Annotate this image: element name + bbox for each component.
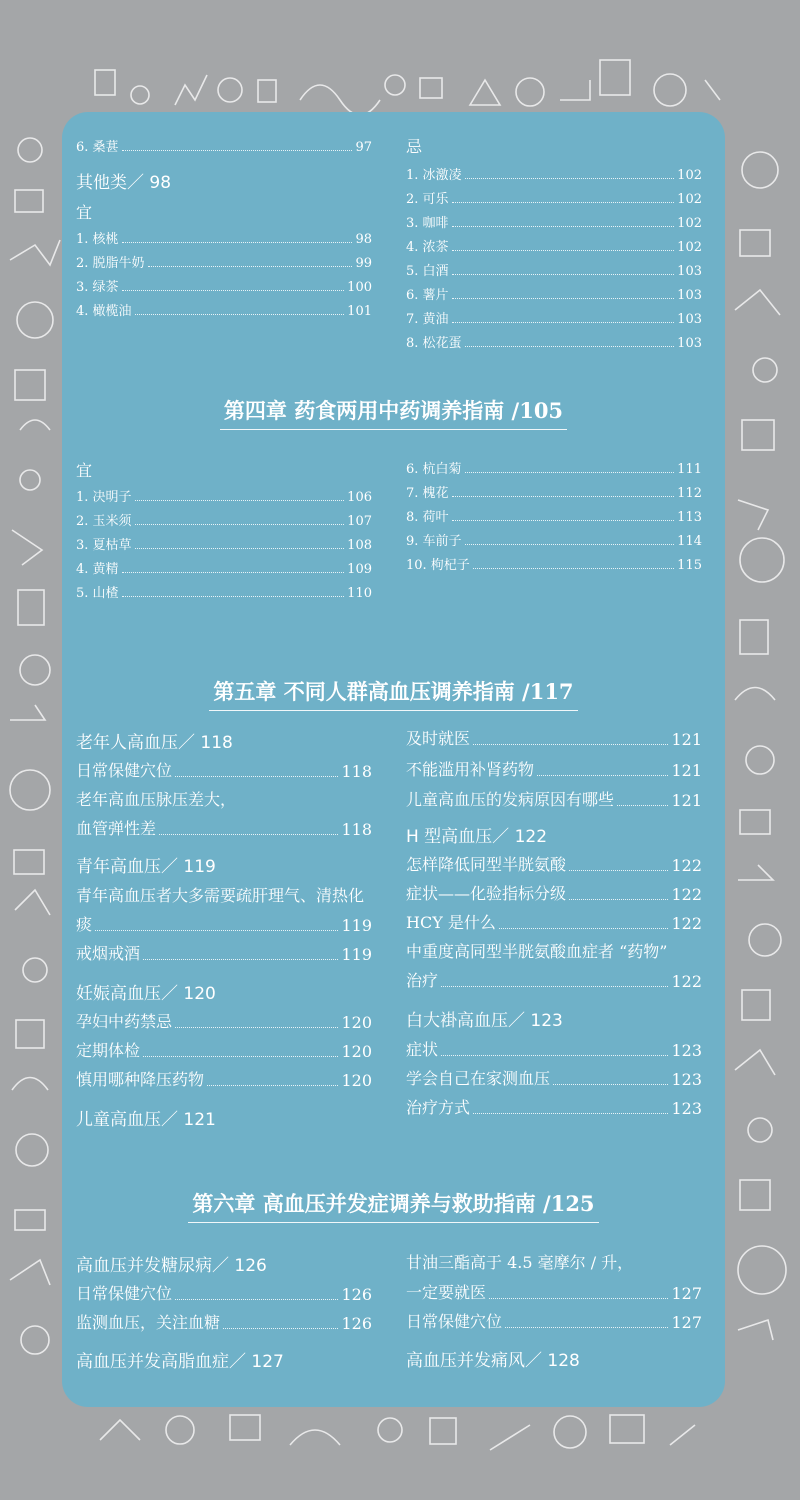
page-number: 123 <box>671 1070 702 1089</box>
toc-entry[interactable] <box>406 332 702 351</box>
dot-leader <box>441 986 668 987</box>
entry-label: 症状 <box>406 1040 439 1059</box>
page-number: 103 <box>677 288 702 303</box>
entry-label: 不能滥用补肾药物 <box>406 760 535 779</box>
dot-leader <box>473 744 668 745</box>
toc-entry[interactable] <box>406 787 702 810</box>
toc-entry[interactable] <box>406 726 702 749</box>
toc-entry[interactable] <box>406 1280 702 1303</box>
entry-label: 怎样降低同型半胱氨酸 <box>406 855 567 874</box>
entry-label: 6. 桑葚 <box>76 140 119 155</box>
page-number: 100 <box>347 280 372 295</box>
page-number: 122 <box>671 972 702 991</box>
dot-leader <box>452 496 675 497</box>
dot-leader <box>465 346 675 347</box>
category-heading[interactable]: H 型高血压／ 122 <box>406 827 548 847</box>
page-number: 127 <box>671 1313 702 1332</box>
toc-entry[interactable] <box>406 1037 702 1060</box>
dot-leader <box>135 524 345 525</box>
page-number: 126 <box>341 1285 372 1304</box>
entry-label: 2. 玉米须 <box>76 514 132 529</box>
page-number: 113 <box>677 510 702 525</box>
dot-leader <box>223 1328 338 1329</box>
toc-entry[interactable] <box>406 881 702 904</box>
dot-leader <box>175 1299 338 1300</box>
entry-label: 痰 <box>76 915 93 934</box>
entry-label: 定期体检 <box>76 1041 141 1060</box>
page-number: 120 <box>341 1071 372 1090</box>
dot-leader <box>537 775 668 776</box>
category-heading[interactable]: 白大褂高血压／ 123 <box>406 1011 563 1031</box>
toc-entry[interactable] <box>76 486 372 505</box>
dot-leader <box>465 472 675 473</box>
entry-label: 学会自己在家测血压 <box>406 1069 551 1088</box>
page-number: 102 <box>677 240 702 255</box>
page-number: 98 <box>355 232 372 247</box>
page-number: 111 <box>677 462 702 477</box>
entry-label: 1. 冰激凌 <box>406 168 462 183</box>
dot-leader <box>452 250 675 251</box>
entry-label: 7. 黄油 <box>406 312 449 327</box>
toc-entry[interactable] <box>76 228 372 247</box>
entry-label: 1. 决明子 <box>76 490 132 505</box>
page-number: 123 <box>671 1099 702 1118</box>
chapter-5-title[interactable] <box>62 676 725 711</box>
page-number: 114 <box>677 534 702 549</box>
toc-entry[interactable] <box>406 212 702 231</box>
entry-label: 4. 浓茶 <box>406 240 449 255</box>
entry-label: 3. 咖啡 <box>406 216 449 231</box>
dot-leader <box>465 544 675 545</box>
dot-leader <box>143 959 338 960</box>
toc-entry[interactable] <box>406 188 702 207</box>
toc-entry[interactable] <box>406 554 702 573</box>
toc-entry[interactable] <box>76 941 372 964</box>
entry-label: 及时就医 <box>406 729 471 748</box>
dot-leader <box>122 572 345 573</box>
dot-leader <box>143 1056 338 1057</box>
toc-entry[interactable] <box>76 1281 372 1304</box>
page-number: 118 <box>341 820 372 839</box>
page-number: 118 <box>341 762 372 781</box>
dot-leader <box>135 548 345 549</box>
yi-label: 宜 <box>76 461 93 480</box>
dot-leader <box>489 1298 668 1299</box>
dot-leader <box>122 242 353 243</box>
entry-label: HCY 是什么 <box>406 913 496 932</box>
toc-entry[interactable] <box>406 458 702 477</box>
dot-leader <box>617 805 668 806</box>
entry-label: 日常保健穴位 <box>76 1284 173 1303</box>
dot-leader <box>505 1327 668 1328</box>
page-number: 122 <box>671 885 702 904</box>
page-number: 119 <box>341 916 372 935</box>
entry-label: 治疗 <box>406 971 439 990</box>
dot-leader <box>175 1027 338 1028</box>
entry-label: 5. 山楂 <box>76 586 119 601</box>
page-number: 121 <box>671 730 702 749</box>
page-number: 102 <box>677 168 702 183</box>
dot-leader <box>452 322 675 323</box>
dot-leader <box>95 930 338 931</box>
dot-leader <box>175 776 338 777</box>
chapter-title-text: 第四章 药食两用中药调养指南 /105 <box>220 395 567 430</box>
entry-first-line[interactable]: 甘油三酯高于 4.5 毫摩尔 / 升， <box>406 1253 634 1272</box>
dot-leader <box>148 266 353 267</box>
page-number: 120 <box>341 1042 372 1061</box>
entry-first-line[interactable]: 青年高血压者大多需要疏肝理气、清热化 <box>76 886 365 905</box>
page-number: 127 <box>671 1284 702 1303</box>
toc-entry[interactable] <box>76 300 372 319</box>
entry-label: 一定要就医 <box>406 1283 487 1302</box>
toc-entry[interactable] <box>406 530 702 549</box>
toc-entry[interactable] <box>76 1009 372 1032</box>
dot-leader <box>569 899 668 900</box>
toc-entry[interactable] <box>76 816 372 839</box>
page-number: 102 <box>677 216 702 231</box>
page-number: 103 <box>677 312 702 327</box>
toc-entry[interactable] <box>76 276 372 295</box>
entry-first-line[interactable]: 老年高血压脉压差大， <box>76 790 237 809</box>
dot-leader <box>135 314 345 315</box>
dot-leader <box>452 520 675 521</box>
toc-entry[interactable] <box>406 308 702 327</box>
entry-label: 6. 杭白菊 <box>406 462 462 477</box>
dot-leader <box>122 290 345 291</box>
category-heading[interactable]: 妊娠高血压／ 120 <box>76 984 216 1004</box>
toc-entry[interactable] <box>406 1309 702 1332</box>
entry-label: 儿童高血压的发病原因有哪些 <box>406 790 615 809</box>
dot-leader <box>122 596 345 597</box>
category-heading[interactable]: 儿童高血压／ 121 <box>76 1110 216 1130</box>
toc-entry[interactable] <box>406 757 702 780</box>
chapter-6-title[interactable] <box>62 1188 725 1223</box>
dot-leader <box>499 928 669 929</box>
page-number: 121 <box>671 791 702 810</box>
toc-entry[interactable] <box>76 534 372 553</box>
toc-entry[interactable] <box>406 852 702 875</box>
toc-entry[interactable] <box>406 910 702 933</box>
page-number: 99 <box>355 256 372 271</box>
entry-label: 血管弹性差 <box>76 819 157 838</box>
page-number: 102 <box>677 192 702 207</box>
page-number: 122 <box>671 856 702 875</box>
page-number: 101 <box>347 304 372 319</box>
chapter-title-text: 第六章 高血压并发症调养与救助指南 /125 <box>188 1188 598 1223</box>
page-number: 122 <box>671 914 702 933</box>
dot-leader <box>207 1085 338 1086</box>
dot-leader <box>441 1055 668 1056</box>
page-number: 103 <box>677 264 702 279</box>
category-heading[interactable]: 高血压并发高脂血症／ 127 <box>76 1352 284 1372</box>
entry-label: 2. 可乐 <box>406 192 449 207</box>
entry-label: 监测血压，关注血糖 <box>76 1313 221 1332</box>
table-of-contents-panel <box>62 112 725 1407</box>
category-heading[interactable]: 老年人高血压／ 118 <box>76 733 233 753</box>
entry-label: 3. 绿茶 <box>76 280 119 295</box>
entry-label: 4. 黄精 <box>76 562 119 577</box>
page-number: 97 <box>355 140 372 155</box>
dot-leader <box>452 298 675 299</box>
toc-entry[interactable] <box>406 1066 702 1089</box>
dot-leader <box>452 202 675 203</box>
entry-label: 治疗方式 <box>406 1098 471 1117</box>
dot-leader <box>159 834 338 835</box>
page-number: 112 <box>677 486 702 501</box>
page-number: 107 <box>347 514 372 529</box>
page-number: 115 <box>677 558 702 573</box>
entry-label: 1. 核桃 <box>76 232 119 247</box>
toc-entry[interactable] <box>406 1095 702 1118</box>
dot-leader <box>465 178 675 179</box>
page-number: 121 <box>671 761 702 780</box>
page-number: 108 <box>347 538 372 553</box>
category-heading[interactable]: 青年高血压／ 119 <box>76 857 216 877</box>
toc-entry[interactable] <box>76 558 372 577</box>
toc-entry[interactable] <box>76 510 372 529</box>
entry-label: 9. 车前子 <box>406 534 462 549</box>
chapter-4-title[interactable] <box>62 395 725 430</box>
yi-label: 宜 <box>76 203 93 222</box>
entry-label: 10. 枸杞子 <box>406 558 470 573</box>
dot-leader <box>473 1113 668 1114</box>
ji-label: 忌 <box>406 137 423 156</box>
page-number: 109 <box>347 562 372 577</box>
entry-label: 7. 槐花 <box>406 486 449 501</box>
page-number: 126 <box>341 1314 372 1333</box>
entry-label: 3. 夏枯草 <box>76 538 132 553</box>
toc-entry[interactable] <box>406 164 702 183</box>
page-number: 119 <box>341 945 372 964</box>
page-number: 123 <box>671 1041 702 1060</box>
category-heading[interactable]: 高血压并发糖尿病／ 126 <box>76 1256 267 1276</box>
entry-label: 日常保健穴位 <box>406 1312 503 1331</box>
toc-entry[interactable] <box>76 758 372 781</box>
dot-leader <box>452 274 675 275</box>
page-number: 106 <box>347 490 372 505</box>
toc-entry[interactable] <box>76 1310 372 1333</box>
entry-label: 症状——化验指标分级 <box>406 884 567 903</box>
entry-label: 8. 荷叶 <box>406 510 449 525</box>
toc-entry[interactable] <box>406 260 702 279</box>
chapter-title-text: 第五章 不同人群高血压调养指南 /117 <box>209 676 577 711</box>
entry-label: 2. 脱脂牛奶 <box>76 256 145 271</box>
category-heading[interactable]: 高血压并发痛风／ 128 <box>406 1351 580 1371</box>
entry-label: 孕妇中药禁忌 <box>76 1012 173 1031</box>
toc-entry[interactable] <box>76 252 372 271</box>
dot-leader <box>452 226 675 227</box>
dot-leader <box>553 1084 668 1085</box>
entry-label: 6. 薯片 <box>406 288 449 303</box>
toc-entry[interactable] <box>406 236 702 255</box>
dot-leader <box>122 150 353 151</box>
entry-first-line[interactable]: 中重度高同型半胱氨酸血症者 “药物” <box>406 942 668 961</box>
page-number: 120 <box>341 1013 372 1032</box>
entry-label: 慎用哪种降压药物 <box>76 1070 205 1089</box>
page-number: 103 <box>677 336 702 351</box>
toc-entry[interactable] <box>76 1067 372 1090</box>
toc-entry[interactable] <box>406 968 702 991</box>
toc-entry[interactable] <box>76 1038 372 1061</box>
entry-label: 8. 松花蛋 <box>406 336 462 351</box>
entry-label: 4. 橄榄油 <box>76 304 132 319</box>
entry-label: 戒烟戒酒 <box>76 944 141 963</box>
toc-entry[interactable] <box>76 582 372 601</box>
toc-entry[interactable] <box>406 482 702 501</box>
page-number: 110 <box>347 586 372 601</box>
toc-entry[interactable] <box>76 136 372 155</box>
category-heading: 其他类／ 98 <box>76 173 172 193</box>
dot-leader <box>473 568 674 569</box>
entry-label: 5. 白酒 <box>406 264 449 279</box>
entry-label: 日常保健穴位 <box>76 761 173 780</box>
toc-entry[interactable] <box>406 284 702 303</box>
dot-leader <box>569 870 668 871</box>
dot-leader <box>135 500 345 501</box>
toc-entry[interactable] <box>76 912 372 935</box>
toc-entry[interactable] <box>406 506 702 525</box>
